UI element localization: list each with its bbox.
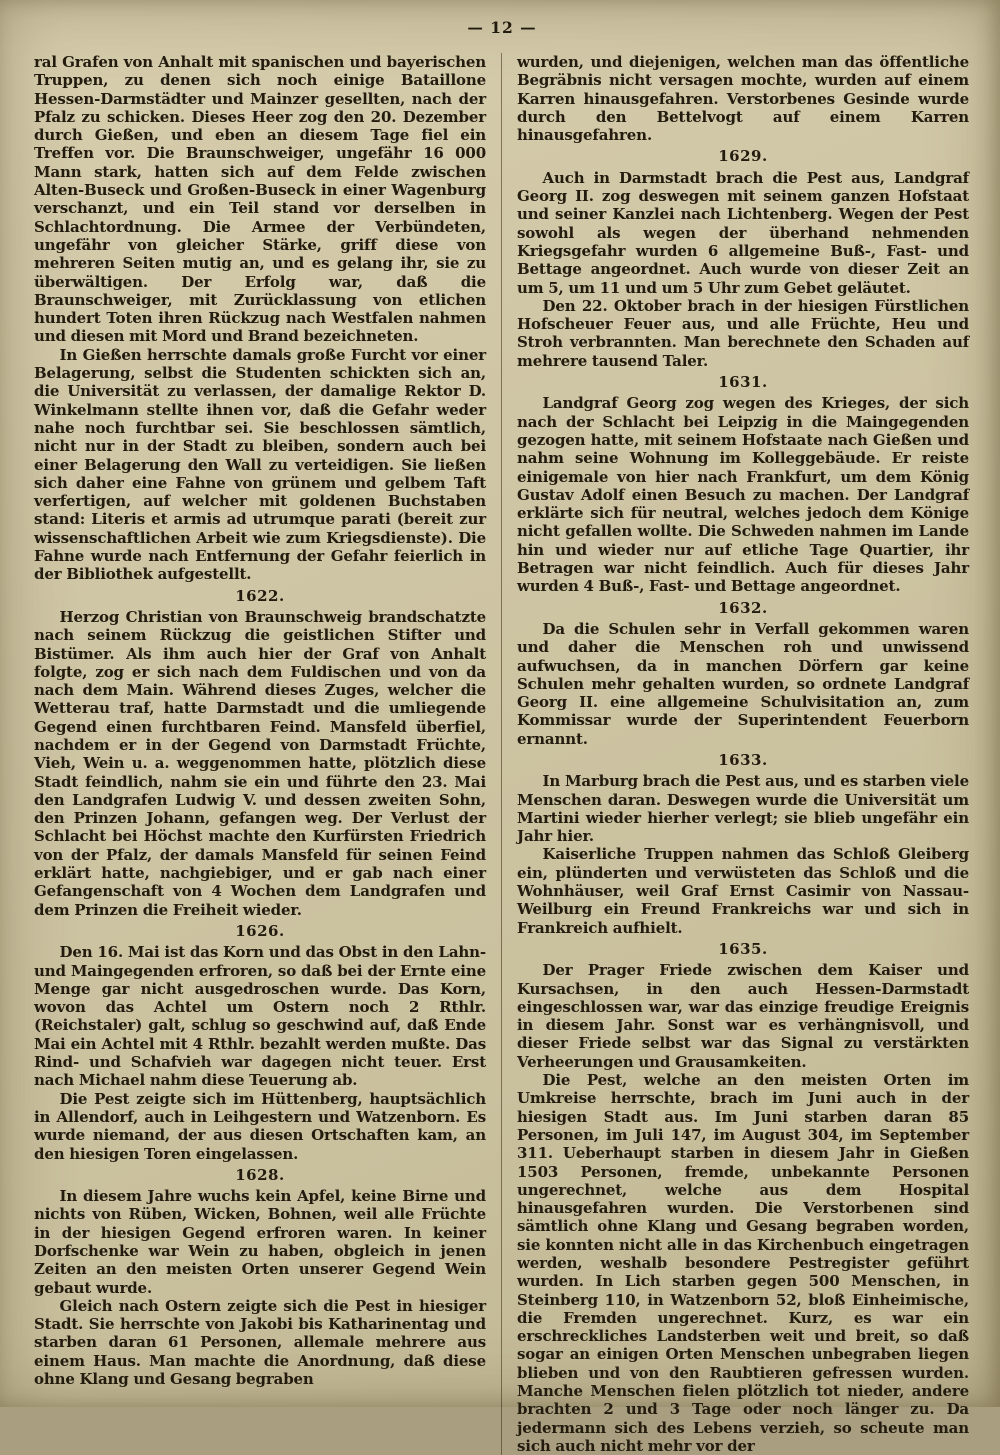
- year-heading: 1629.: [718, 147, 768, 166]
- paragraph: Der Prager Friede zwischen dem Kaiser und Kursachsen, in den auch Hessen-Darmstadt eingeschlossen war, war das einzige freudige Ereignis in diesem Jahr. Sonst war es verhängnisvoll, und dieser Friede selbst war das Signal zu verstärkten Verheerungen und Grausamkeiten.: [517, 961, 969, 1071]
- paragraph: Auch in Darmstadt brach die Pest aus, Landgraf Georg II. zog deswegen mit seinem ganzen Hofstaat und seiner Kanzlei nach Lichtenberg. Wegen der Pest sowohl als wegen der überhand nehmenden Kriegsgefahr wurden 6 allgemeine Buß-, Fast- und Bettage angeordnet. Auch wurde von dieser Zeit an um 5, um 11 und um 5 Uhr zum Gebet geläutet.: [517, 168, 969, 297]
- paragraph: Die Pest zeigte sich im Hüttenberg, hauptsächlich in Allendorf, auch in Leihgestern und Watzenborn. Es wurde niemand, der aus diesen Ortschaften kam, an den hiesigen Toren eingelassen.: [34, 1089, 486, 1163]
- year-heading: 1628.: [235, 1165, 285, 1184]
- year-heading: 1631.: [718, 373, 768, 392]
- paragraph: wurden, und diejenigen, welchen man das öffentliche Begräbnis nicht versagen mochte, wurden auf einem Karren hinausgefahren. Verstorbenes Gesinde wurde durch den Bettelvogt auf einem Karren hinausgefahren.: [517, 53, 969, 145]
- paragraph: ral Grafen von Anhalt mit spanischen und bayerischen Truppen, zu denen sich noch einige Bataillone Hessen-Darmstädter und Mainzer gesellten, nach der Pfalz zu schicken. Dieses Heer zog den 20. Dezember durch Gießen, und eben an diesem Tage fiel ein Treffen vor. Die Braunschweiger, ungefähr 16 000 Mann stark, hatten sich auf dem Felde zwischen Alten-Buseck und Großen-Buseck in einer Wagenburg verschanzt, und ein Teil stand vor derselben in Schlachtordnung. Die Armee der Verbündeten, ungefähr von gleicher Stärke, griff diese von mehreren Seiten mutig an, und es gelang ihr, sie zu überwältigen. Der Erfolg war, daß die Braunschweiger, mit Zurücklassung von etlichen hundert Toten ihren Rückzug nach Westfalen nahmen und diesen mit Mord und Brand bezeichneten.: [34, 53, 486, 346]
- year-heading: 1632.: [718, 598, 768, 617]
- paragraph: In Gießen herrschte damals große Furcht vor einer Belagerung, selbst die Studenten schickten sich an, die Universität zu verlassen, der damalige Rektor D. Winkelmann stellte ihnen vor, daß die Gefahr weder nahe noch furchtbar sei. Sie beschlossen sämtlich, nicht nur in der Stadt zu bleiben, sondern auch bei einer Belagerung den Wall zu verteidigen. Sie ließen sich daher eine Fahne von grünem und gelbem Taft verfertigen, auf welcher mit goldenen Buchstaben stand: Literis et armis ad utrumque parati (bereit zur wissenschaftlichen Arbeit wie zum Kriegsdienste). Die Fahne wurde nach Entfernung der Gefahr feierlich in der Bibliothek aufgestellt.: [34, 345, 486, 584]
- page-number: — 12 —: [467, 18, 537, 37]
- left-column: [34, 53, 486, 1455]
- right-column: [517, 53, 969, 1455]
- year-heading: 1633.: [718, 750, 768, 769]
- paragraph: In diesem Jahre wuchs kein Apfel, keine Birne und nichts von Rüben, Wicken, Bohnen, weil alle Früchte in der hiesigen Gegend erfroren waren. In keiner Dorfschenke war Wein zu haben, obgleich in jenen Zeiten an den meisten Orten unserer Gegend Wein gebaut wurde.: [34, 1187, 486, 1297]
- paragraph: In Marburg brach die Pest aus, und es starben viele Menschen daran. Deswegen wurde die Universität um Martini wieder hierher verlegt; sie blieb ungefähr ein Jahr hier.: [517, 772, 969, 846]
- paragraph: Kaiserliche Truppen nahmen das Schloß Gleiberg ein, plünderten und verwüsteten das Schloß und die Wohnhäuser, weil Graf Ernst Casimir von Nassau-Weilburg ein Freund Frankreichs war und sich in Frankreich aufhielt.: [517, 845, 969, 937]
- paragraph: Die Pest, welche an den meisten Orten im Umkreise herrschte, brach im Juni auch in der hiesigen Stadt aus. Im Juni starben daran 85 Personen, im Juli 147, im August 304, im September 311. Ueberhaupt starben in diesem Jahr in Gießen 1503 Personen, fremde, unbekannte Personen ungerechnet, welche aus dem Hospital hinausgefahren wurden. Die Verstorbenen sind sämtlich ohne Klang und Gesang begraben worden, sie konnten nicht alle in das Kirchenbuch eingetragen werden, weshalb besondere Pestregister geführt wurden. In Lich starben gegen 500 Menschen, in Steinberg 110, in Watzenborn 52, bloß Einheimische, die Fremden ungerechnet. Kurz, es war ein erschreckliches Landsterben weit und breit, so daß sogar an einigen Orten Menschen unbegraben liegen blieben und von den Raubtieren gefressen wurden. Manche Menschen fielen plötzlich tot nieder, andere brachten 2 und 3 Tage oder noch länger zu. Da jedermann sich des Lebens verzieh, so scheute man sich auch nicht mehr vor der: [517, 1071, 969, 1455]
- paragraph: Herzog Christian von Braunschweig brandschatzte nach seinem Rückzug die geistlichen Stifter und Bistümer. Als ihm auch hier der Graf von Anhalt folgte, zog er sich nach dem Fuldischen und von da nach dem Main. Während dieses Zuges, welcher die Wetterau traf, hatte Darmstadt und die umliegende Gegend einen furchtbaren Feind. Mansfeld überfiel, nachdem er in der Gegend von Darmstadt Früchte, Vieh, Wein u. a. weggenommen hatte, plötzlich diese Stadt feindlich, nahm sie ein und führte den 23. Mai den Landgrafen Ludwig V. und dessen zweiten Sohn, den Prinzen Johann, gefangen weg. Der Verlust der Schlacht bei Höchst machte den Kurfürsten Friedrich von der Pfalz, der damals Mansfeld für seinen Feind erklärt hatte, nachgiebiger, und er gab nach einer Gefangenschaft von 4 Wochen dem Landgrafen und dem Prinzen die Freiheit wieder.: [34, 607, 486, 919]
- text-columns: [34, 53, 970, 1455]
- paragraph: Da die Schulen sehr in Verfall gekommen waren und daher die Menschen roh und unwissend aufwuchsen, da in manchen Dörfern gar keine Schulen mehr gehalten wurden, so ordnete Landgraf Georg II. eine allgemeine Schulvisitation an, zum Kommissar wurde der Superintendent Feuerborn ernannt.: [517, 619, 969, 748]
- paragraph: Den 22. Oktober brach in der hiesigen Fürstlichen Hofscheuer Feuer aus, und alle Früchte, Heu und Stroh verbrannten. Man berechnete den Schaden auf mehrere tausend Taler.: [517, 296, 969, 370]
- page-header: [34, 18, 970, 37]
- paragraph: Den 16. Mai ist das Korn und das Obst in den Lahn- und Maingegenden erfroren, so daß bei der Ernte eine Menge gar nicht ausgedroschen wurde. Das Korn, wovon das Achtel um Ostern noch 2 Rthlr. (Reichstaler) galt, schlug so geschwind auf, daß Ende Mai ein Achtel mit 4 Rthlr. bezahlt werden mußte. Das Rind- und Schafvieh war dagegen nicht teuer. Erst nach Michael nahm diese Teuerung ab.: [34, 943, 486, 1090]
- year-heading: 1626.: [235, 921, 285, 940]
- year-heading: 1635.: [718, 939, 768, 958]
- paragraph: Landgraf Georg zog wegen des Krieges, der sich nach der Schlacht bei Leipzig in die Maingegenden gezogen hatte, mit seinem Hofstaate nach Gießen und nahm seine Wohnung im Kolleggebäude. Er reiste einigemale von hier nach Frankfurt, um dem König Gustav Adolf einen Besuch zu machen. Der Landgraf erklärte sich für neutral, welches jedoch dem Könige nicht gefallen wollte. Die Schweden nahmen im Lande hin und wieder nur auf etliche Tage Quartier, ihr Betragen war nicht feindlich. Auch für dieses Jahr wurden 4 Buß-, Fast- und Bettage angeordnet.: [517, 394, 969, 596]
- column-divider: [501, 53, 502, 1455]
- paragraph: Gleich nach Ostern zeigte sich die Pest in hiesiger Stadt. Sie herrschte von Jakobi bis Katharinentag und starben daran 61 Personen, allemale mehrere aus einem Haus. Man machte die Anordnung, daß diese ohne Klang und Gesang begraben: [34, 1296, 486, 1389]
- year-heading: 1622.: [235, 586, 285, 605]
